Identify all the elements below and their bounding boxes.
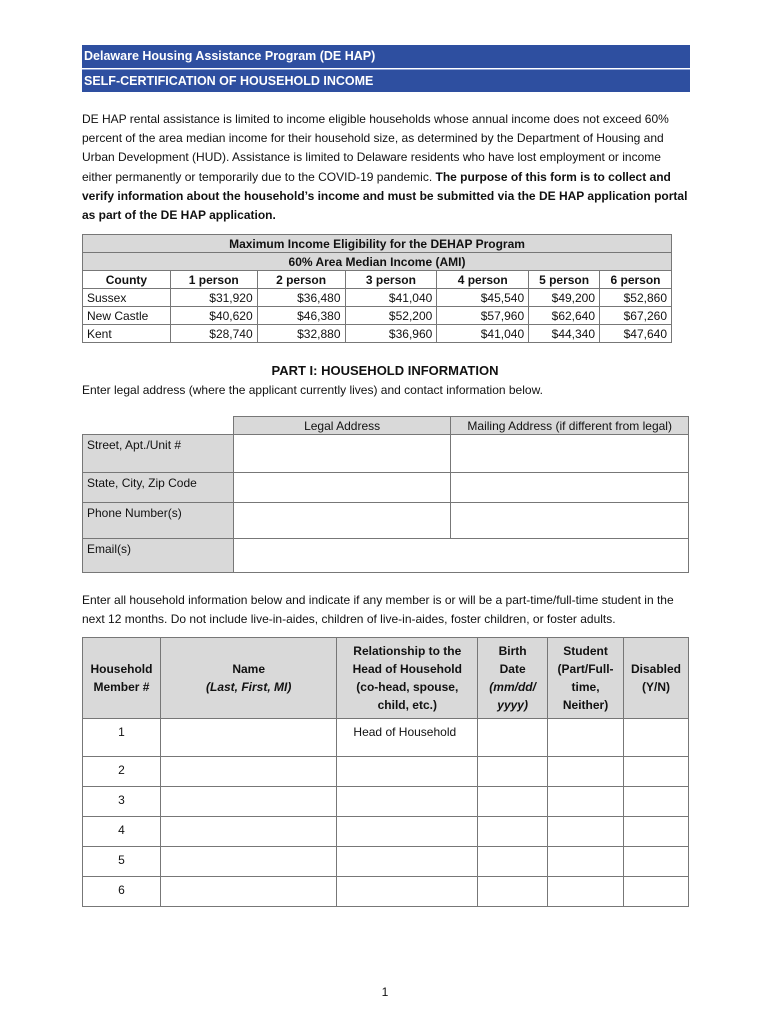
intro-text: DE HAP rental assistance is limited to income eligible households whose annual income does not exceed 60% percent of the area median income for their household size, as determined by the Department of Housing and Urban Development (HUD). Assistance is limited to Delaware residents who have lost employment or income either permanently or temporarily due to the COVID-19 pandemic.: [82, 112, 669, 184]
table-row: [83, 719, 689, 757]
address-table: [82, 416, 689, 573]
income-value: $36,960: [345, 325, 437, 343]
legal-street-field[interactable]: [233, 435, 451, 473]
member-relationship-field[interactable]: Head of Household: [337, 719, 478, 757]
table-row: [83, 847, 689, 877]
member-number: 5: [83, 847, 161, 877]
member-name-field[interactable]: [160, 757, 336, 787]
member-disabled-field[interactable]: [624, 787, 689, 817]
member-birth-date-field[interactable]: [478, 719, 548, 757]
header-line: Relationship to the: [353, 644, 462, 658]
income-value: $52,200: [345, 307, 437, 325]
member-number: 1: [83, 719, 161, 757]
ami-table-title: Maximum Income Eligibility for the DEHAP Program: [83, 235, 672, 253]
email-label: Email(s): [83, 539, 234, 573]
part1-title: PART I: HOUSEHOLD INFORMATION: [271, 363, 499, 378]
income-value: $47,640: [600, 325, 672, 343]
program-title: Delaware Housing Assistance Program (DE HAP): [82, 45, 690, 68]
member-name-field[interactable]: [160, 787, 336, 817]
ami-col-header: 6 person: [600, 271, 672, 289]
header-line: Member #: [93, 680, 150, 694]
header-line: Head of Household: [352, 662, 462, 676]
table-row: [83, 435, 689, 473]
table-row: [83, 473, 689, 503]
ami-col-header: 1 person: [170, 271, 257, 289]
table-row: [83, 877, 689, 907]
ami-col-header: 3 person: [345, 271, 437, 289]
member-relationship-field[interactable]: [337, 847, 478, 877]
legal-address-header: Legal Address: [233, 417, 451, 435]
page-number: 1: [381, 985, 389, 999]
member-disabled-field[interactable]: [624, 757, 689, 787]
ami-col-header: 2 person: [257, 271, 345, 289]
ami-col-header: County: [83, 271, 171, 289]
header-line: child, etc.): [377, 698, 437, 712]
household-members-table: [82, 637, 689, 907]
birth-date-header: [478, 638, 548, 719]
table-row: [83, 503, 689, 539]
header-line: time,: [571, 680, 600, 694]
member-number-header: [83, 638, 161, 719]
mailing-phone-field[interactable]: [451, 503, 689, 539]
member-birth-date-field[interactable]: [478, 817, 548, 847]
member-disabled-field[interactable]: [624, 817, 689, 847]
header-line: (Part/Full-: [557, 662, 614, 676]
street-label: Street, Apt./Unit #: [83, 435, 234, 473]
student-header: [548, 638, 624, 719]
member-name-field[interactable]: [160, 719, 336, 757]
member-relationship-field[interactable]: [337, 787, 478, 817]
income-value: $40,620: [170, 307, 257, 325]
income-value: $57,960: [437, 307, 529, 325]
state-city-zip-label: State, City, Zip Code: [83, 473, 234, 503]
header-line: Date: [499, 662, 526, 676]
email-field[interactable]: [233, 539, 688, 573]
member-relationship-field[interactable]: [337, 757, 478, 787]
member-birth-date-field[interactable]: [478, 877, 548, 907]
header-line: (mm/dd/: [489, 680, 536, 694]
header-line: (Last, First, MI): [206, 680, 292, 694]
header-line: yyyy): [497, 698, 528, 712]
income-value: $28,740: [170, 325, 257, 343]
income-value: $31,920: [170, 289, 257, 307]
member-student-field[interactable]: [548, 817, 624, 847]
member-name-field[interactable]: [160, 817, 336, 847]
legal-phone-field[interactable]: [233, 503, 451, 539]
address-corner: [83, 417, 234, 435]
table-row: [83, 787, 689, 817]
table-row: [83, 307, 672, 325]
county-name: New Castle: [83, 307, 171, 325]
member-number: 6: [83, 877, 161, 907]
income-value: $36,480: [257, 289, 345, 307]
income-value: $67,260: [600, 307, 672, 325]
header-line: Name: [232, 662, 266, 676]
table-row: [83, 757, 689, 787]
table-row: [83, 817, 689, 847]
ami-col-header: 5 person: [529, 271, 600, 289]
ami-income-table: [82, 234, 672, 343]
income-value: $41,040: [345, 289, 437, 307]
part1-instruction: Enter legal address (where the applicant currently lives) and contact information below.: [82, 383, 543, 397]
member-number: 3: [83, 787, 161, 817]
table-row: [83, 325, 672, 343]
member-number: 4: [83, 817, 161, 847]
member-name-field[interactable]: [160, 877, 336, 907]
member-birth-date-field[interactable]: [478, 847, 548, 877]
member-relationship-field[interactable]: [337, 877, 478, 907]
income-value: $49,200: [529, 289, 600, 307]
table-row: [83, 539, 689, 573]
members-instruction: Enter all household information below and indicate if any member is or will be a part-time/full-time student in the next 12 months. Do not include live-in-aides, children of live-in-aides, foster children, or foster adults.: [82, 593, 674, 626]
county-name: Kent: [83, 325, 171, 343]
disabled-header: [624, 638, 689, 719]
member-disabled-field[interactable]: [624, 719, 689, 757]
member-student-field[interactable]: [548, 757, 624, 787]
member-number: 2: [83, 757, 161, 787]
mailing-state-city-zip-field[interactable]: [451, 473, 689, 503]
name-header: [160, 638, 336, 719]
intro-bold-text: The purpose of this form is to collect and verify information about the household’s income and must be submitted via the DE HAP application portal as part of the DE HAP application.: [82, 169, 688, 223]
income-value: $41,040: [437, 325, 529, 343]
header-line: (Y/N): [642, 680, 670, 694]
income-value: $62,640: [529, 307, 600, 325]
header-line: Birth: [498, 644, 527, 658]
member-birth-date-field[interactable]: [478, 787, 548, 817]
table-row: [83, 289, 672, 307]
mailing-address-header: Mailing Address (if different from legal): [451, 417, 689, 435]
income-value: $44,340: [529, 325, 600, 343]
member-disabled-field[interactable]: [624, 847, 689, 877]
ami-table-subtitle: 60% Area Median Income (AMI): [83, 253, 672, 271]
county-name: Sussex: [83, 289, 171, 307]
phone-label: Phone Number(s): [83, 503, 234, 539]
member-student-field[interactable]: [548, 787, 624, 817]
member-student-field[interactable]: [548, 719, 624, 757]
ami-col-header: 4 person: [437, 271, 529, 289]
relationship-header: [337, 638, 478, 719]
income-value: $32,880: [257, 325, 345, 343]
header-line: Student: [563, 644, 608, 658]
member-relationship-field[interactable]: [337, 817, 478, 847]
header-line: (co-head, spouse,: [356, 680, 459, 694]
header-line: Neither): [562, 698, 609, 712]
form-title: SELF-CERTIFICATION OF HOUSEHOLD INCOME: [82, 69, 690, 92]
income-value: $52,860: [600, 289, 672, 307]
legal-state-city-zip-field[interactable]: [233, 473, 451, 503]
header-line: Household: [90, 662, 153, 676]
member-student-field[interactable]: [548, 847, 624, 877]
member-student-field[interactable]: [548, 877, 624, 907]
member-disabled-field[interactable]: [624, 877, 689, 907]
income-value: $45,540: [437, 289, 529, 307]
mailing-street-field[interactable]: [451, 435, 689, 473]
member-name-field[interactable]: [160, 847, 336, 877]
header-line: Disabled: [630, 662, 681, 676]
intro-paragraph: [82, 110, 688, 225]
member-birth-date-field[interactable]: [478, 757, 548, 787]
income-value: $46,380: [257, 307, 345, 325]
